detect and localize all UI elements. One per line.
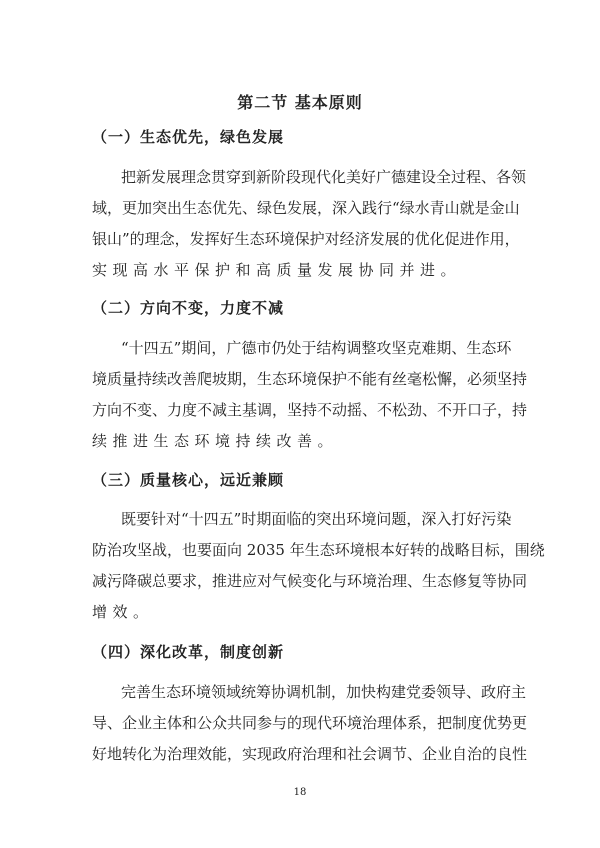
subsection-heading-4: （四）深化改革，制度创新 — [92, 643, 285, 661]
section-title: 第二节 基本原则 — [237, 93, 363, 112]
page-number: 18 — [293, 787, 307, 798]
subsection-heading-1: （一）生态优先，绿色发展 — [92, 128, 285, 146]
paragraph-line: 完善生态环境领域统筹协调机制，加快构建党委领导、政府主 — [121, 683, 527, 701]
paragraph-line: 防治攻坚战，也要面向 2035 年生态环境根本好转的战略目标，围绕 — [92, 541, 545, 559]
paragraph-line: 好地转化为治理效能，实现政府治理和社会调节、企业自治的良性 — [92, 745, 528, 763]
paragraph-line: 方向不变、力度不减主基调，坚持不动摇、不松劲、不开口子，持 — [92, 401, 528, 419]
paragraph-line: 实现高水平保护和高质量发展协同并进。 — [92, 261, 462, 279]
subsection-heading-2: （二）方向不变，力度不减 — [92, 299, 285, 317]
paragraph-line: 既要针对“十四五”时期面临的突出环境问题，深入打好污染 — [121, 510, 512, 528]
paragraph-line: 银山”的理念，发挥好生态环境保护对经济发展的优化促进作用， — [92, 230, 520, 248]
paragraph-line: 导、企业主体和公众共同参与的现代环境治理体系，把制度优势更 — [92, 714, 528, 732]
paragraph-line: 把新发展理念贯穿到新阶段现代化美好广德建设全过程、各领 — [121, 168, 527, 186]
paragraph-line: 续推进生态环境持续改善。 — [92, 432, 339, 450]
subsection-heading-3: （三）质量核心，远近兼顾 — [92, 471, 285, 489]
paragraph-line: 增效。 — [92, 603, 154, 621]
paragraph-line: 减污降碳总要求，推进应对气候变化与环境治理、生态修复等协同 — [92, 572, 528, 590]
paragraph-line: 境质量持续改善爬坡期，生态环境保护不能有丝毫松懈，必须坚持 — [92, 370, 528, 388]
paragraph-line: 域，更加突出生态优先、绿色发展，深入践行“绿水青山就是金山 — [92, 199, 520, 217]
paragraph-line: “十四五”期间，广德市仍处于结构调整攻坚克难期、生态环 — [121, 339, 512, 357]
